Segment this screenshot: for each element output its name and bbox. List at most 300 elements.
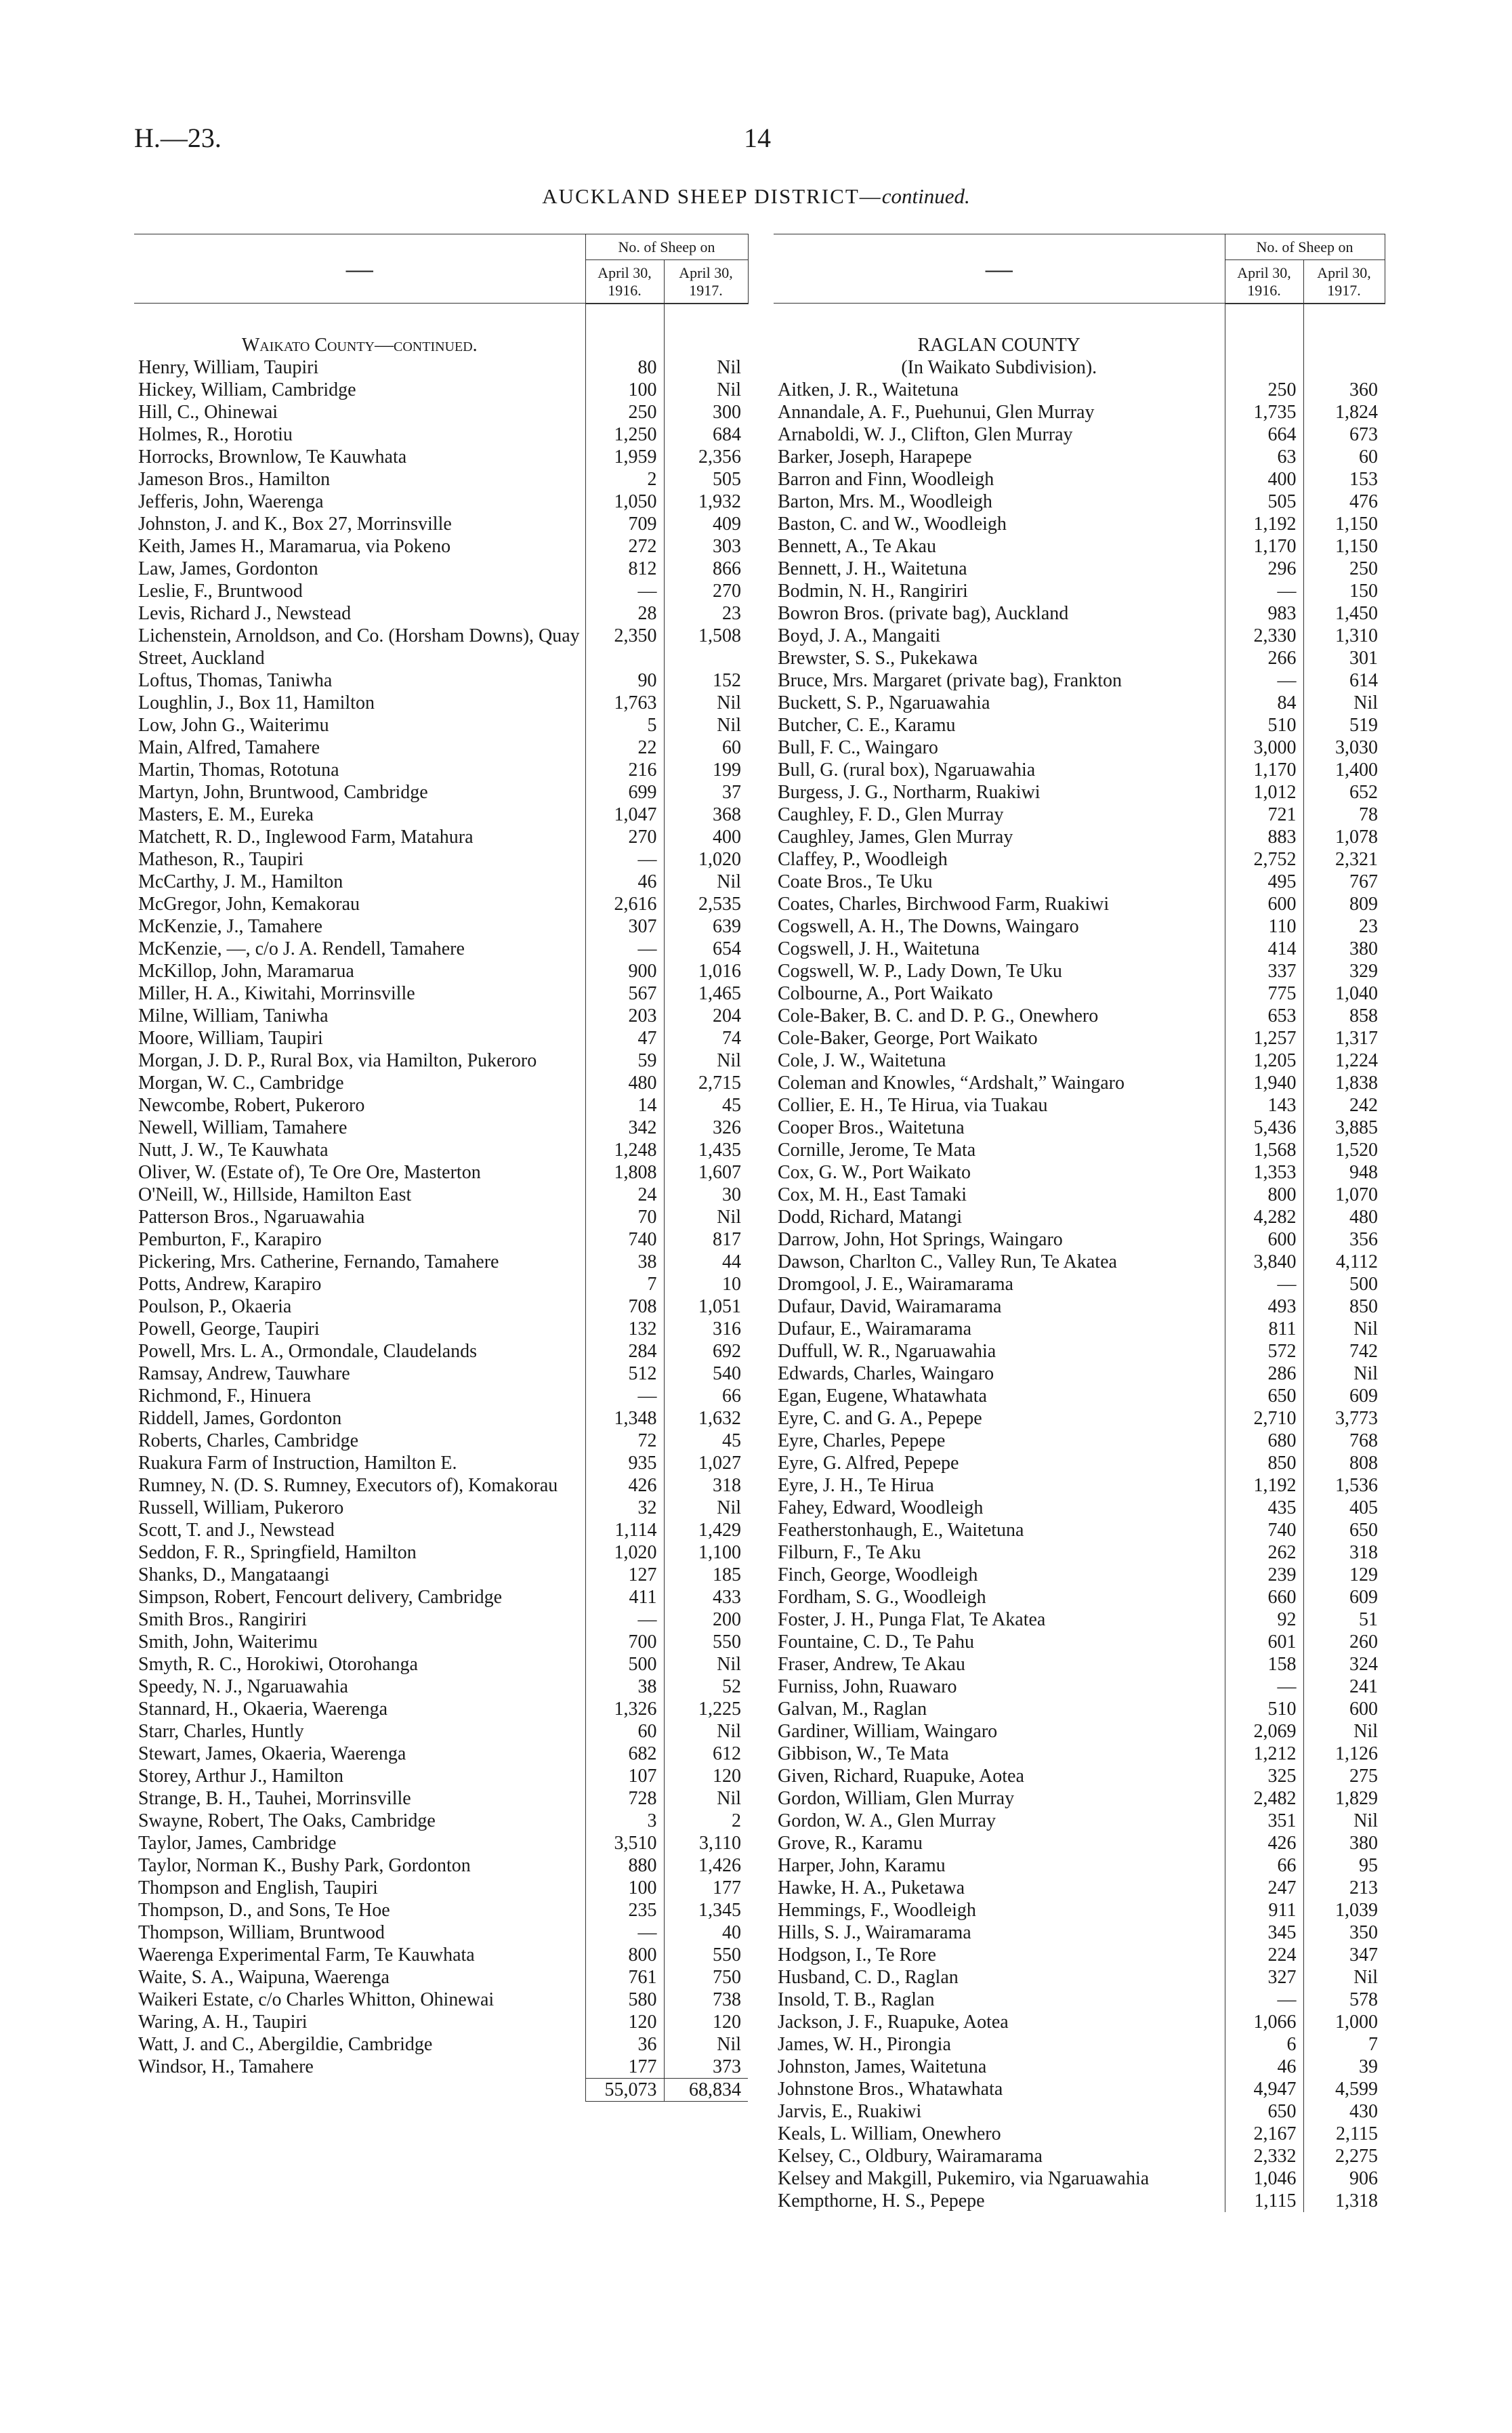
table-row [774, 826, 1385, 848]
table-row [774, 938, 1385, 960]
holder-name: Furniss, John, Ruawaro [778, 1676, 957, 1697]
table-row [134, 1653, 748, 1676]
sheep-1917: 368 [664, 804, 748, 826]
sheep-1916: 1,170 [1225, 535, 1303, 558]
sheep-1917: 329 [1303, 960, 1385, 982]
holder-name: Hodgson, I., Te Rore [778, 1944, 936, 1966]
table-row [134, 2011, 748, 2033]
holder-name: Waite, S. A., Waipuna, Waerenga [138, 1966, 390, 1988]
sheep-1917: 1,632 [664, 1407, 748, 1430]
holder-name: Low, John G., Waiterimu [138, 714, 329, 736]
sheep-1916: 411 [585, 1586, 664, 1608]
table-row [134, 1161, 748, 1184]
sheep-1917: 23 [1303, 915, 1385, 938]
holder-name: Loughlin, J., Box 11, Hamilton [138, 692, 375, 713]
holder-name: Richmond, F., Hinuera [138, 1385, 312, 1407]
holder-name: Newell, William, Tamahere [138, 1117, 348, 1138]
sheep-1916: 709 [585, 513, 664, 535]
table-row [774, 2033, 1385, 2056]
table-row [774, 535, 1385, 558]
sheep-1917: 1,040 [1303, 982, 1385, 1005]
sheep-1917: Nil [664, 1720, 748, 1743]
table-row [774, 804, 1385, 826]
table-row [134, 1720, 748, 1743]
sheep-1917: 2,275 [1303, 2145, 1385, 2167]
holder-name: Cooper Bros., Waitetuna [778, 1117, 965, 1138]
table-row [774, 2167, 1385, 2190]
sheep-1916: 680 [1225, 1430, 1303, 1452]
sheep-1916: 1,012 [1225, 781, 1303, 804]
holder-name: Thompson and English, Taupiri [138, 1877, 378, 1898]
table-row [134, 2033, 748, 2056]
table-row [774, 1787, 1385, 1810]
table-row [774, 1765, 1385, 1787]
holder-name: Collier, E. H., Te Hirua, via Tuakau [778, 1094, 1048, 1116]
table-row [774, 1474, 1385, 1497]
holder-name: Watt, J. and C., Abergildie, Cambridge [138, 2033, 433, 2055]
sheep-1917: 433 [664, 1586, 748, 1608]
sheep-1916: 6 [1225, 2033, 1303, 2056]
sheep-1916: 601 [1225, 1631, 1303, 1653]
sheep-1916: 14 [585, 1094, 664, 1117]
holder-name: Gordon, W. A., Glen Murray [778, 1810, 996, 1831]
holder-name: McKenzie, —, c/o J. A. Rendell, Tamahere [138, 938, 465, 959]
table-row [134, 401, 748, 423]
table-row [134, 1251, 748, 1273]
table-row [774, 1541, 1385, 1564]
sheep-1916: 1,066 [1225, 2011, 1303, 2033]
holder-name: Bennett, J. H., Waitetuna [778, 558, 967, 579]
holder-name: Foster, J. H., Punga Flat, Te Akatea [778, 1608, 1046, 1630]
sheep-1917: 1,027 [664, 1452, 748, 1474]
holder-name: Holmes, R., Horotiu [138, 423, 293, 445]
sheep-1917: 750 [664, 1966, 748, 1989]
table-row [134, 625, 748, 669]
sheep-1917: 37 [664, 781, 748, 804]
header-blank: — [134, 234, 585, 304]
sheep-1917: 1,345 [664, 1899, 748, 1921]
sheep-1917: 1,126 [1303, 1743, 1385, 1765]
table-row [774, 1832, 1385, 1854]
table-row [774, 647, 1385, 669]
sheep-1916: 239 [1225, 1564, 1303, 1586]
sheep-1917: 30 [664, 1184, 748, 1206]
table-row [774, 491, 1385, 513]
sheep-1917: 1,224 [1303, 1049, 1385, 1072]
table-row [774, 625, 1385, 647]
table-row [134, 1340, 748, 1363]
sheep-1917: 2 [664, 1810, 748, 1832]
table-row [134, 714, 748, 736]
sheep-1916: 28 [585, 602, 664, 625]
table-row [134, 1206, 748, 1228]
table-row [134, 558, 748, 580]
sheep-1917: 2,356 [664, 446, 748, 468]
holder-name: Henry, William, Taupiri [138, 356, 319, 378]
holder-name: Filburn, F., Te Aku [778, 1541, 921, 1563]
sheep-1917: 270 [664, 580, 748, 602]
sheep-1916: 775 [1225, 982, 1303, 1005]
table-row [134, 736, 748, 759]
sheep-1916: 100 [585, 1877, 664, 1899]
total-1917: 68,834 [664, 2078, 748, 2101]
sheep-1917: 60 [664, 736, 748, 759]
sheep-1916: 342 [585, 1117, 664, 1139]
sheep-1916: 262 [1225, 1541, 1303, 1564]
holder-name: Kelsey and Makgill, Pukemiro, via Ngaruawahia [778, 2167, 1150, 2189]
sheep-1917: 652 [1303, 781, 1385, 804]
sheep-1916: 2,167 [1225, 2123, 1303, 2145]
holder-name: Masters, E. M., Eureka [138, 804, 314, 825]
sheep-1917: 1,450 [1303, 602, 1385, 625]
sheep-1917: 1,429 [664, 1519, 748, 1541]
sheep-1917: 1,225 [664, 1698, 748, 1720]
sheep-1916: 1,205 [1225, 1049, 1303, 1072]
table-row [134, 1676, 748, 1698]
sheep-1916: 2,069 [1225, 1720, 1303, 1743]
table-row [134, 580, 748, 602]
sheep-1917: 380 [1303, 938, 1385, 960]
table-row [134, 938, 748, 960]
sheep-1917: 405 [1303, 1497, 1385, 1519]
sheep-1917: 866 [664, 558, 748, 580]
sheep-1916: 1,568 [1225, 1139, 1303, 1161]
table-row [134, 1430, 748, 1452]
table-row [134, 513, 748, 535]
table-row [134, 2056, 748, 2079]
holder-name: Waikeri Estate, c/o Charles Whitton, Ohinewai [138, 1989, 495, 2010]
table-row [134, 1363, 748, 1385]
table-row [774, 446, 1385, 468]
sheep-1916: — [585, 1608, 664, 1631]
sheep-1917: 78 [1303, 804, 1385, 826]
sheep-1917: 809 [1303, 893, 1385, 915]
table-row [774, 2078, 1385, 2100]
sheep-1916: 203 [585, 1005, 664, 1027]
sheep-1917: 326 [664, 1117, 748, 1139]
sheep-1916: 46 [1225, 2056, 1303, 2078]
sheep-1916: 266 [1225, 647, 1303, 669]
sheep-1916: — [1225, 1989, 1303, 2011]
sheep-1916: — [1225, 1273, 1303, 1295]
holder-name: Hill, C., Ohinewai [138, 401, 278, 423]
sheep-1916: 699 [585, 781, 664, 804]
holder-name: Pickering, Mrs. Catherine, Fernando, Tamahere [138, 1251, 499, 1272]
sheep-1917: 673 [1303, 423, 1385, 446]
table-row [134, 1989, 748, 2011]
section-heading: RAGLAN COUNTY [917, 334, 1080, 356]
holder-name: Stannard, H., Okaeria, Waerenga [138, 1698, 388, 1720]
sheep-1916: 1,959 [585, 446, 664, 468]
holder-name: Jameson Bros., Hamilton [138, 468, 331, 490]
sheep-1916: 92 [1225, 1608, 1303, 1631]
sheep-1916: 510 [1225, 1698, 1303, 1720]
table-row [774, 602, 1385, 625]
table-row [134, 1005, 748, 1027]
holder-name: Coate Bros., Te Uku [778, 871, 933, 892]
sheep-1917: 275 [1303, 1765, 1385, 1787]
sheep-1917: 301 [1303, 647, 1385, 669]
table-row [774, 871, 1385, 893]
sheep-1916: 850 [1225, 1452, 1303, 1474]
holder-name: Bruce, Mrs. Margaret (private bag), Frankton [778, 669, 1122, 691]
sheep-1916: 650 [1225, 1385, 1303, 1407]
sheep-1917: 550 [664, 1944, 748, 1966]
holder-name: Dodd, Richard, Matangi [778, 1206, 963, 1228]
table-row [134, 826, 748, 848]
holder-name: Cornille, Jerome, Te Mata [778, 1139, 976, 1161]
sheep-1916: 235 [585, 1899, 664, 1921]
holder-name: Taylor, James, Cambridge [138, 1832, 337, 1854]
sheep-1916: 880 [585, 1854, 664, 1877]
sheep-1917: 1,000 [1303, 2011, 1385, 2033]
sheep-1916: 660 [1225, 1586, 1303, 1608]
holder-name: Dawson, Charlton C., Valley Run, Te Akatea [778, 1251, 1117, 1272]
sheep-1916: 327 [1225, 1966, 1303, 1989]
sheep-1916: 286 [1225, 1363, 1303, 1385]
table-row [774, 714, 1385, 736]
holder-name: Fountaine, C. D., Te Pahu [778, 1631, 974, 1652]
sheep-1916: 5 [585, 714, 664, 736]
table-row [134, 379, 748, 401]
table-row [134, 1564, 748, 1586]
holder-name: Eyre, J. H., Te Hirua [778, 1474, 934, 1496]
holder-name: Annandale, A. F., Puehunui, Glen Murray [778, 401, 1095, 423]
table-row [134, 1184, 748, 1206]
sheep-1916: — [585, 1921, 664, 1944]
holder-name: Bennett, A., Te Akau [778, 535, 936, 557]
holder-name: Cogswell, J. H., Waitetuna [778, 938, 980, 959]
holder-name: Stewart, James, Okaeria, Waerenga [138, 1743, 406, 1764]
sheep-1917: 95 [1303, 1854, 1385, 1877]
holder-name: Martyn, John, Bruntwood, Cambridge [138, 781, 428, 803]
table-row [774, 893, 1385, 915]
sheep-1916: 60 [585, 1720, 664, 1743]
holder-name: Caughley, James, Glen Murray [778, 826, 1013, 848]
sheep-1917: 609 [1303, 1385, 1385, 1407]
sheep-1916: 800 [1225, 1184, 1303, 1206]
holder-name: McKenzie, J., Tamahere [138, 915, 322, 937]
holder-name: Gardiner, William, Waingaro [778, 1720, 998, 1742]
holder-name: Keals, L. William, Onewhero [778, 2123, 1001, 2144]
holder-name: Given, Richard, Ruapuke, Aotea [778, 1765, 1024, 1787]
sheep-1917: 204 [664, 1005, 748, 1027]
holder-name: Husband, C. D., Raglan [778, 1966, 959, 1988]
sheep-1916: — [1225, 669, 1303, 692]
sheep-1916: 708 [585, 1295, 664, 1318]
table-row [774, 1385, 1385, 1407]
table-row [134, 1921, 748, 1944]
sheep-1916: 512 [585, 1363, 664, 1385]
table-row [134, 1743, 748, 1765]
sheep-1917: 1,838 [1303, 1072, 1385, 1094]
holder-name: Riddell, James, Gordonton [138, 1407, 342, 1429]
sheep-1916: — [585, 1385, 664, 1407]
holder-name: Powell, Mrs. L. A., Ormondale, Claudelands [138, 1340, 478, 1362]
total-1916: 55,073 [585, 2078, 664, 2101]
sheep-1917: 318 [664, 1474, 748, 1497]
sheep-1916: 900 [585, 960, 664, 982]
sheep-1916: 682 [585, 1743, 664, 1765]
table-row [774, 1921, 1385, 1944]
holder-name: Taylor, Norman K., Bushy Park, Gordonton [138, 1854, 471, 1876]
sheep-1917: 480 [1303, 1206, 1385, 1228]
sheep-1917: Nil [1303, 1810, 1385, 1832]
holder-name: Edwards, Charles, Waingaro [778, 1363, 994, 1384]
sheep-1916: 1,257 [1225, 1027, 1303, 1049]
sheep-1917: 66 [664, 1385, 748, 1407]
holder-name: Levis, Richard J., Newstead [138, 602, 352, 624]
holder-name: Dromgool, J. E., Wairamarama [778, 1273, 1013, 1295]
sheep-1917: 3,885 [1303, 1117, 1385, 1139]
holder-name: Kelsey, C., Oldbury, Wairamarama [778, 2145, 1043, 2167]
header-1916: April 30, 1916. [585, 260, 664, 304]
table-row [774, 1295, 1385, 1318]
sheep-1917: 153 [1303, 468, 1385, 491]
holder-name: James, W. H., Pirongia [778, 2033, 951, 2055]
header-group: No. of Sheep on [1225, 234, 1385, 260]
table-row [774, 1005, 1385, 1027]
left-column [134, 234, 748, 2102]
holder-name: Cox, M. H., East Tamaki [778, 1184, 967, 1205]
sheep-1917: 1,400 [1303, 759, 1385, 781]
table-row [134, 1854, 748, 1877]
sheep-1917: 1,310 [1303, 625, 1385, 647]
table-row [134, 1273, 748, 1295]
sheep-1916: 811 [1225, 1318, 1303, 1340]
holder-name: Miller, H. A., Kiwitahi, Morrinsville [138, 982, 415, 1004]
table-row [774, 1854, 1385, 1877]
table-row [774, 848, 1385, 871]
sheep-1917: 738 [664, 1989, 748, 2011]
sheep-1917: 2,535 [664, 893, 748, 915]
sheep-1917: 858 [1303, 1005, 1385, 1027]
sheep-1917: Nil [664, 1497, 748, 1519]
table-row [774, 2100, 1385, 2123]
sheep-1917: 1,435 [664, 1139, 748, 1161]
sheep-1916: 22 [585, 736, 664, 759]
holder-name: Starr, Charles, Huntly [138, 1720, 304, 1742]
sheep-1917: 476 [1303, 491, 1385, 513]
sheep-1917: Nil [1303, 1318, 1385, 1340]
holder-name: Law, James, Gordonton [138, 558, 318, 579]
right-table [774, 234, 1385, 2212]
sheep-1917: 817 [664, 1228, 748, 1251]
sheep-1916: 2,752 [1225, 848, 1303, 871]
table-row [134, 1385, 748, 1407]
table-row [134, 1899, 748, 1921]
table-row [134, 781, 748, 804]
sheep-1917: 3,110 [664, 1832, 748, 1854]
holder-name: McGregor, John, Kemakorau [138, 893, 360, 915]
title-main: AUCKLAND SHEEP DISTRICT— [542, 184, 882, 208]
table-row [774, 1430, 1385, 1452]
sheep-1917: 906 [1303, 2167, 1385, 2190]
sheep-1917: 120 [664, 1765, 748, 1787]
sheep-1916: 224 [1225, 1944, 1303, 1966]
sheep-1917: 316 [664, 1318, 748, 1340]
sheep-1917: Nil [664, 1653, 748, 1676]
sheep-1917: 684 [664, 423, 748, 446]
table-row [774, 1184, 1385, 1206]
sheep-1916: 2,710 [1225, 1407, 1303, 1430]
sheep-1917: 540 [664, 1363, 748, 1385]
sheep-1916: 110 [1225, 915, 1303, 938]
holder-name: Buckett, S. P., Ngaruawahia [778, 692, 990, 713]
holder-name: O'Neill, W., Hillside, Hamilton East [138, 1184, 412, 1205]
sheep-1916: 120 [585, 2011, 664, 2033]
sheep-1916: 1,192 [1225, 513, 1303, 535]
sheep-1916: 1,353 [1225, 1161, 1303, 1184]
table-row [134, 1072, 748, 1094]
sheep-1917: 52 [664, 1676, 748, 1698]
sheep-1916: — [585, 580, 664, 602]
sheep-1916: 36 [585, 2033, 664, 2056]
sheep-1917: Nil [664, 1049, 748, 1072]
table-row [134, 1407, 748, 1430]
holder-name: Fahey, Edward, Woodleigh [778, 1497, 984, 1518]
sheep-1916: 414 [1225, 938, 1303, 960]
holder-name: Butcher, C. E., Karamu [778, 714, 956, 736]
table-row [134, 1698, 748, 1720]
holder-name: Fraser, Andrew, Te Akau [778, 1653, 965, 1675]
sheep-1916: 2,482 [1225, 1787, 1303, 1810]
sheep-1916: 911 [1225, 1899, 1303, 1921]
table-row [134, 1117, 748, 1139]
sheep-1916: 1,326 [585, 1698, 664, 1720]
sheep-1916: 2,330 [1225, 625, 1303, 647]
sheep-1916: 90 [585, 669, 664, 692]
sheep-1916: 107 [585, 1765, 664, 1787]
table-row [134, 1877, 748, 1899]
sheep-1917: 60 [1303, 446, 1385, 468]
table-row [774, 1743, 1385, 1765]
holder-name: Smyth, R. C., Horokiwi, Otorohanga [138, 1653, 418, 1675]
sheep-1916: 46 [585, 871, 664, 893]
table-row [774, 1273, 1385, 1295]
table-row [774, 2123, 1385, 2145]
table-row [774, 736, 1385, 759]
sheep-1917: 260 [1303, 1631, 1385, 1653]
holder-name: Nutt, J. W., Te Kauwhata [138, 1139, 329, 1161]
sheep-1916: 3,000 [1225, 736, 1303, 759]
sheep-1917: 74 [664, 1027, 748, 1049]
table-row [774, 1698, 1385, 1720]
sheep-1916: 337 [1225, 960, 1303, 982]
table-row [774, 1810, 1385, 1832]
sheep-1916: 59 [585, 1049, 664, 1072]
table-row [774, 1899, 1385, 1921]
sheep-1917: 150 [1303, 580, 1385, 602]
table-row [774, 1139, 1385, 1161]
left-table [134, 234, 749, 2102]
holder-name: Scott, T. and J., Newstead [138, 1519, 335, 1541]
table-row [774, 1519, 1385, 1541]
sheep-1917: 767 [1303, 871, 1385, 893]
holder-name: Main, Alfred, Tamahere [138, 736, 320, 758]
table-row [774, 1049, 1385, 1072]
table-row [774, 1586, 1385, 1608]
sheep-1916: 2,350 [585, 625, 664, 669]
sheep-1916: — [1225, 580, 1303, 602]
table-row [774, 1564, 1385, 1586]
holder-name: McCarthy, J. M., Hamilton [138, 871, 343, 892]
sheep-1916: 600 [1225, 1228, 1303, 1251]
table-row [134, 893, 748, 915]
sheep-1916: 4,282 [1225, 1206, 1303, 1228]
holder-name: Arnaboldi, W. J., Clifton, Glen Murray [778, 423, 1073, 445]
holder-name: Coates, Charles, Birchwood Farm, Ruakiwi [778, 893, 1110, 915]
